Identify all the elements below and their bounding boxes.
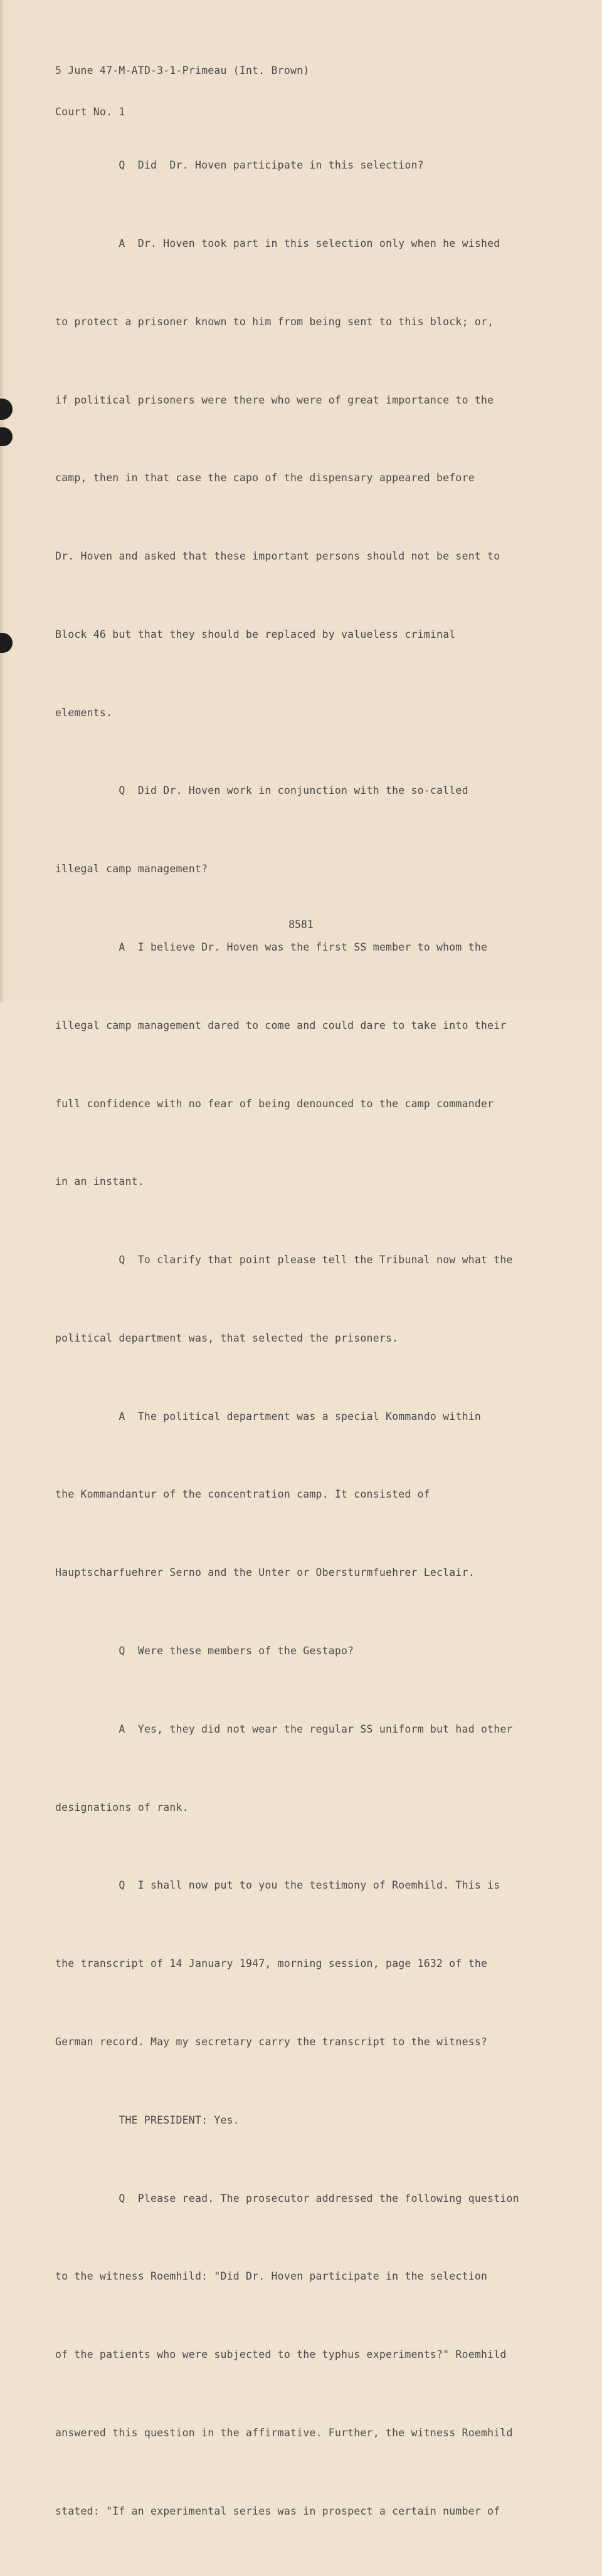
transcript-line: A I believe Dr. Hoven was the first SS member to whom the: [55, 941, 488, 953]
page-edge: [0, 0, 5, 1003]
transcript-line: the Kommandantur of the concentration camp. It consisted of: [55, 1488, 430, 1501]
transcript-line: Q Please read. The prosecutor addressed the following question: [55, 2192, 519, 2204]
transcript-line: camp, then in that case the capo of the dispensary appeared before: [55, 472, 475, 484]
transcript-line: Dr. Hoven and asked that these important persons should not be sent to: [55, 550, 500, 563]
transcript-line: A The political department was a special Kommando within: [55, 1410, 481, 1422]
header-line-1: 5 June 47-M-ATD-3-1-Primeau (Int. Brown): [55, 65, 310, 76]
transcript-line: A Dr. Hoven took part in this selection only when he wished: [55, 237, 500, 249]
transcript-line: to the witness Roemhild: "Did Dr. Hoven participate in the selection: [55, 2270, 488, 2283]
transcript-line: THE PRESIDENT: Yes.: [55, 2114, 240, 2126]
transcript-line: Hauptscharfuehrer Serno and the Unter or Obersturmfuehrer Leclair.: [55, 1567, 475, 1579]
transcript-line: illegal camp management dared to come and could dare to take into their: [55, 1019, 507, 1031]
binder-hole-mark: [0, 399, 13, 420]
transcript-line: A Yes, they did not wear the regular SS uniform but had other: [55, 1723, 513, 1735]
transcript-line: Q I shall now put to you the testimony of Roemhild. This is: [55, 1879, 500, 1892]
transcript-line: answered this question in the affirmative. Further, the witness Roemhild: [55, 2426, 513, 2439]
transcript-line: designations of rank.: [55, 1801, 189, 1813]
page-number: 8581: [288, 919, 314, 931]
transcript-line: Q Did Dr. Hoven participate in this selection?: [55, 159, 424, 172]
transcript-line: political department was, that selected the prisoners.: [55, 1332, 399, 1344]
transcript-line: the transcript of 14 January 1947, morning session, page 1632 of the: [55, 1958, 488, 1970]
binder-hole-mark: [0, 633, 13, 653]
transcript-line: Q Were these members of the Gestapo?: [55, 1645, 354, 1657]
header-line-2: Court No. 1: [55, 106, 125, 118]
transcript-line: elements.: [55, 706, 113, 719]
transcript-line: if political prisoners were there who were of great importance to the: [55, 394, 494, 406]
transcript-line: German record. May my secretary carry the transcript to the witness?: [55, 2035, 488, 2048]
transcript-line: in an instant.: [55, 1176, 144, 1188]
transcript-line: full confidence with no fear of being denounced to the camp commander: [55, 1097, 494, 1110]
transcript-line: of the patients who were subjected to the typhus experiments?" Roemhild: [55, 2349, 507, 2361]
transcript-line: to protect a prisoner known to him from being sent to this block; or,: [55, 315, 494, 328]
transcript-body: [55, 100, 519, 2576]
transcript-line: illegal camp management?: [55, 863, 208, 875]
transcript-line: stated: "If an experimental series was in prospect a certain number of: [55, 2505, 500, 2517]
transcript-line: Q Did Dr. Hoven work in conjunction with the so-called: [55, 785, 468, 797]
transcript-line: Q To clarify that point please tell the Tribunal now what the: [55, 1254, 513, 1266]
binder-hole-mark: [0, 427, 13, 446]
transcript-line: Block 46 but that they should be replaced by valueless criminal: [55, 628, 456, 640]
